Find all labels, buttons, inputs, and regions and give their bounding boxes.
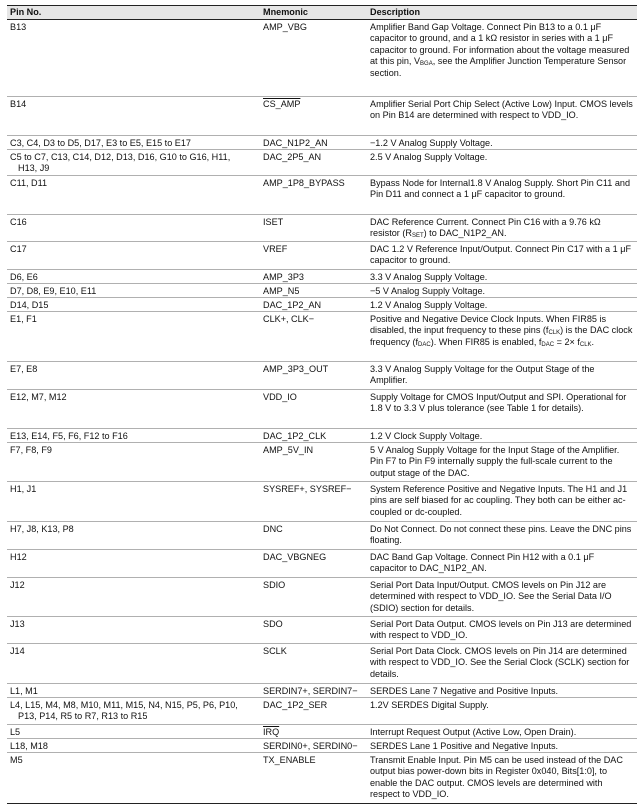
table-row: [7, 752, 637, 804]
mnemonic: AMP_5V_IN: [263, 444, 314, 455]
table-row: [7, 269, 637, 283]
mnemonic: AMP_N5: [263, 285, 300, 296]
mnemonic: DAC_N1P2_AN: [263, 137, 328, 148]
mnemonic: AMP_1P8_BYPASS: [263, 177, 345, 188]
description: Bypass Node for Internal1.8 V Analog Supply. Short Pin C11 and Pin D11 and connect a 1 μF capacitor to ground.: [370, 177, 631, 199]
mnemonic: DAC_1P2_AN: [263, 299, 322, 310]
description: −1.2 V Analog Supply Voltage.: [370, 137, 493, 148]
pin-number: E12, M7, M12: [10, 391, 67, 402]
pin-number: C16: [10, 216, 27, 227]
description: 1.2V SERDES Digital Supply.: [370, 699, 489, 710]
mnemonic: ISET: [263, 216, 284, 227]
pin-number: H12: [10, 551, 27, 562]
table-row: [7, 311, 637, 361]
pin-number: D14, D15: [10, 299, 49, 310]
table-row: [7, 241, 637, 269]
pin-number: C11, D11: [10, 177, 48, 188]
mnemonic: CS_AMP: [263, 98, 301, 109]
table-row: [7, 175, 637, 214]
table-row: [7, 724, 637, 738]
description: Amplifier Band Gap Voltage. Connect Pin B13 to a 0.1 μF capacitor to ground, and a 1 kΩ resistor in series with a 1 μF capacitor to ground. For information about the voltage measured at this pin, $V_{BGA}$, see the Amplifier Junction Temperature Sensor section.: [370, 21, 630, 78]
pin-number: L18, M18: [10, 740, 48, 751]
mnemonic: AMP_3P3_OUT: [263, 363, 329, 374]
mnemonic: $\overline{IRQ}$: [263, 726, 280, 737]
pin-number: H1, J1: [10, 483, 37, 494]
pin-number: F7, F8, F9: [10, 444, 52, 455]
table-row: [7, 428, 637, 442]
description: SERDES Lane 7 Negative and Positive Inputs.: [370, 685, 559, 696]
table-row: [7, 643, 637, 683]
pin-number: L1, M1: [10, 685, 38, 696]
mnemonic: DAC_2P5_AN: [263, 151, 322, 162]
mnemonic: VDD_IO: [263, 391, 297, 402]
description: −5 V Analog Supply Voltage.: [370, 285, 486, 296]
header-mnemonic: Mnemonic: [263, 7, 308, 17]
table-header: [7, 5, 637, 20]
mnemonic: DAC_1P2_CLK: [263, 430, 327, 441]
table-row: [7, 135, 637, 149]
mnemonic: SERDIN0+, SERDIN0−: [263, 740, 358, 751]
table-row: [7, 481, 637, 521]
pin-number: C17: [10, 243, 27, 254]
description: System Reference Positive and Negative Inputs. The H1 and J1 pins are self biased for ac coupling. They both can be either ac-coupled or dc-coupled.: [370, 483, 628, 517]
description: Transmit Enable Input. Pin M5 can be used instead of the DAC output bias power-down bits in Register 0x040, Bits[1:0], to enable the DAC output. CMOS levels are determined with respect to VDD_IO.: [370, 754, 623, 799]
pin-number: L5: [10, 726, 21, 737]
mnemonic: DAC_VBGNEG: [263, 551, 327, 562]
pin-number: B13: [10, 21, 27, 32]
pin-number: H7, J8, K13, P8: [10, 523, 74, 534]
description: 1.2 V Clock Supply Voltage.: [370, 430, 483, 441]
description: Do Not Connect. Do not connect these pins. Leave the DNC pins floating.: [370, 523, 632, 545]
description: Serial Port Data Clock. CMOS levels on Pin J14 are determined with respect to VDD_IO. See the Serial Clock (SCLK) section for details.: [370, 645, 630, 679]
mnemonic: CLK+, CLK−: [263, 313, 315, 324]
pin-number: D7, D8, E9, E10, E11: [10, 285, 97, 296]
table-row: [7, 297, 637, 311]
pin-number: C5 to C7, C13, C14, D12, D13, D16, G10 to G16, H11, H13, J9: [10, 151, 231, 173]
description: DAC 1.2 V Reference Input/Output. Connect Pin C17 with a 1 μF capacitor to ground.: [370, 243, 632, 265]
header-pin-no: Pin No.: [10, 7, 42, 17]
description: DAC Reference Current. Connect Pin C16 with a 9.76 kΩ resistor $(R_{SET})$ to DAC_N1P2_AN.: [370, 216, 601, 239]
mnemonic: SERDIN7+, SERDIN7−: [263, 685, 358, 696]
table-row: [7, 20, 637, 96]
description: 3.3 V Analog Supply Voltage.: [370, 271, 488, 282]
table-row: [7, 549, 637, 577]
table-row: [7, 149, 637, 175]
pin-number: M5: [10, 754, 23, 765]
table-row: [7, 214, 637, 241]
description: Amplifier Serial Port Chip Select (Active Low) Input. CMOS levels on Pin B14 are determined with respect to VDD_IO.: [370, 98, 633, 120]
table-row: [7, 361, 637, 389]
description: DAC Band Gap Voltage. Connect Pin H12 with a 0.1 μF capacitor to DAC_N1P2_AN.: [370, 551, 595, 573]
mnemonic: SCLK: [263, 645, 287, 656]
mnemonic: DNC: [263, 523, 283, 534]
pin-number: L4, L15, M4, M8, M10, M11, M15, N4, N15, P5, P6, P10, P13, P14, R5 to R7, R13 to R15: [10, 699, 238, 721]
pin-number: C3, C4, D3 to D5, D17, E3 to E5, E15 to E17: [10, 137, 191, 148]
mnemonic: VREF: [263, 243, 288, 254]
description: 2.5 V Analog Supply Voltage.: [370, 151, 488, 162]
description: 1.2 V Analog Supply Voltage.: [370, 299, 488, 310]
table-row: [7, 389, 637, 428]
pin-number: E13, E14, F5, F6, F12 to F16: [10, 430, 128, 441]
pin-number: J14: [10, 645, 25, 656]
table-row: [7, 283, 637, 297]
mnemonic: DAC_1P2_SER: [263, 699, 328, 710]
description: Supply Voltage for CMOS Input/Output and SPI. Operational for 1.8 V to 3.3 V plus tolerance (see Table 1 for details).: [370, 391, 627, 413]
table-row: [7, 616, 637, 643]
description: 3.3 V Analog Supply Voltage for the Output Stage of the Amplifier.: [370, 363, 595, 385]
pin-number: E1, F1: [10, 313, 37, 324]
mnemonic: AMP_3P3: [263, 271, 304, 282]
mnemonic: SYSREF+, SYSREF−: [263, 483, 352, 494]
mnemonic: TX_ENABLE: [263, 754, 316, 765]
table-row: [7, 442, 637, 481]
table-row: [7, 577, 637, 616]
mnemonic: AMP_VBG: [263, 21, 307, 32]
description: Serial Port Data Input/Output. CMOS levels on Pin J12 are determined with respect to VDD_IO. See the Serial Data I/O (SDIO) section for details.: [370, 579, 612, 613]
table-row: [7, 683, 637, 697]
pin-number: J12: [10, 579, 25, 590]
description: Serial Port Data Output. CMOS levels on Pin J13 are determined with respect to VDD_IO.: [370, 618, 632, 640]
table-row: [7, 738, 637, 752]
mnemonic: SDO: [263, 618, 283, 629]
description: Positive and Negative Device Clock Inputs. When FIR85 is disabled, the input frequency to these pins $(f_{CLK})$ is the DAC clock frequency $(f_{DAC})$. When FIR85 is enabled, $f_{DAC} = 2\times f_{CLK}$.: [370, 313, 633, 348]
description: Interrupt Request Output (Active Low, Open Drain).: [370, 726, 577, 737]
description: 5 V Analog Supply Voltage for the Input Stage of the Amplifier. Pin F7 to Pin F9 internally supply the full-scale current to the output stage of the DAC.: [370, 444, 620, 478]
description: SERDES Lane 1 Positive and Negative Inputs.: [370, 740, 559, 751]
pin-function-table: [7, 5, 637, 804]
pin-number: D6, E6: [10, 271, 38, 282]
pin-number: E7, E8: [10, 363, 38, 374]
pin-number: B14: [10, 98, 27, 109]
pin-number: J13: [10, 618, 25, 629]
table-row: [7, 96, 637, 135]
table-row: [7, 521, 637, 549]
mnemonic: SDIO: [263, 579, 286, 590]
table-row: [7, 697, 637, 724]
header-description: Description: [370, 7, 421, 17]
